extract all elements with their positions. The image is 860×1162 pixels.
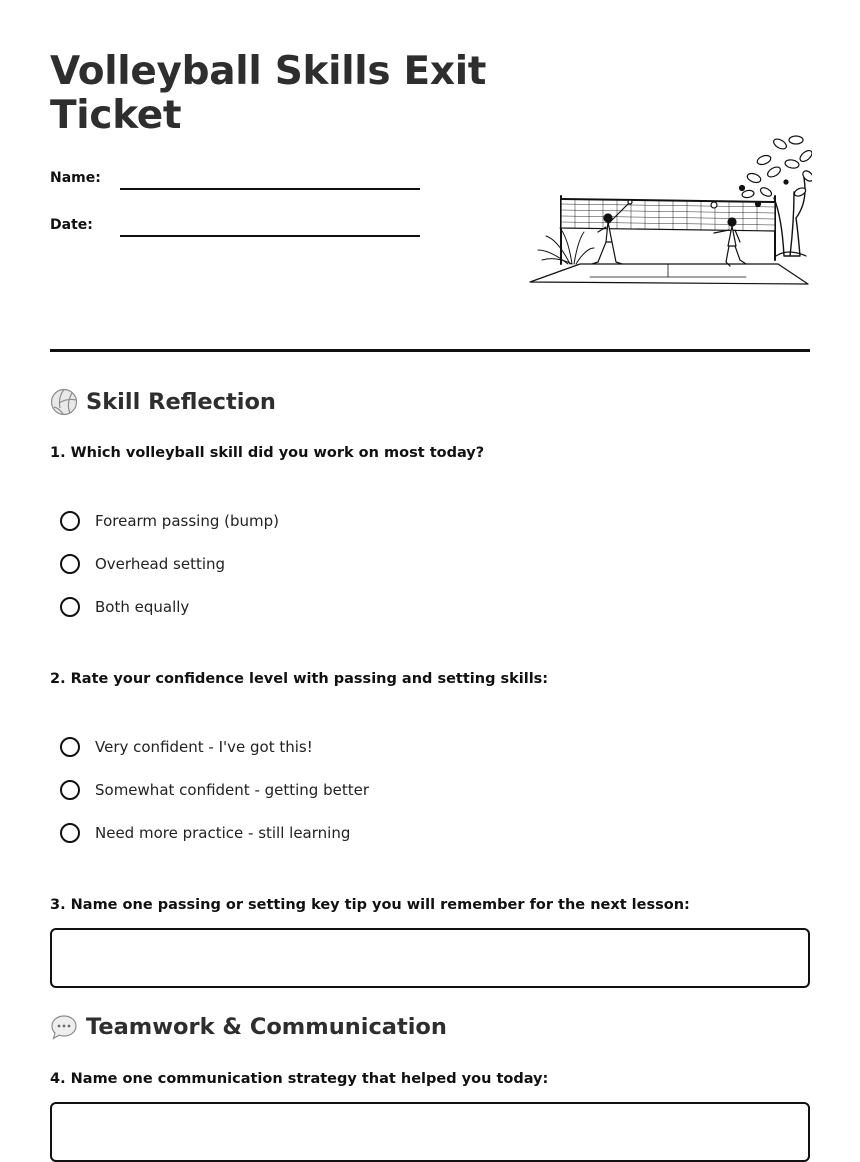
- answer-box-4[interactable]: [50, 1102, 810, 1162]
- date-label: Date:: [50, 217, 93, 233]
- answer-box-3[interactable]: [50, 928, 810, 988]
- section-title-text: Teamwork & Communication: [86, 1014, 447, 1040]
- option-label: Overhead setting: [95, 555, 226, 573]
- q2-option-3[interactable]: [60, 823, 350, 843]
- name-input-line[interactable]: [120, 188, 420, 190]
- option-label: Very confident - I've got this!: [95, 738, 313, 756]
- option-label: Somewhat confident - getting better: [95, 781, 370, 799]
- question-2: 2. Rate your confidence level with passing and setting skills:: [50, 671, 549, 687]
- option-label: Both equally: [95, 598, 190, 616]
- page-title: Volleyball Skills Exit Ticket: [50, 49, 487, 138]
- section-title-text: Skill Reflection: [86, 389, 276, 415]
- question-4: 4. Name one communication strategy that helped you today:: [50, 1071, 549, 1087]
- date-input-line[interactable]: [120, 235, 420, 237]
- q2-option-2[interactable]: [60, 780, 369, 800]
- option-label: Need more practice - still learning: [95, 824, 351, 842]
- name-label: Name:: [50, 170, 101, 186]
- question-1: 1. Which volleyball skill did you work on most today?: [50, 445, 485, 461]
- option-label: Forearm passing (bump): [95, 512, 279, 530]
- header-divider: [50, 349, 810, 352]
- speech-bubble-icon: [50, 1013, 78, 1041]
- radio-button[interactable]: [60, 737, 80, 757]
- radio-button[interactable]: [60, 823, 80, 843]
- name-field: [50, 160, 420, 190]
- q1-option-3[interactable]: [60, 597, 189, 617]
- q1-option-2[interactable]: [60, 554, 225, 574]
- radio-button[interactable]: [60, 780, 80, 800]
- q1-option-1[interactable]: [60, 511, 279, 531]
- date-field: [50, 207, 420, 237]
- question-3: 3. Name one passing or setting key tip you will remember for the next lesson:: [50, 897, 690, 913]
- volleyball-icon: [50, 388, 78, 416]
- radio-button[interactable]: [60, 597, 80, 617]
- radio-button[interactable]: [60, 554, 80, 574]
- section-skill-reflection: [50, 388, 276, 416]
- radio-button[interactable]: [60, 511, 80, 531]
- section-teamwork-communication: [50, 1013, 447, 1041]
- q2-option-1[interactable]: [60, 737, 313, 757]
- volleyball-court-illustration: [528, 132, 812, 288]
